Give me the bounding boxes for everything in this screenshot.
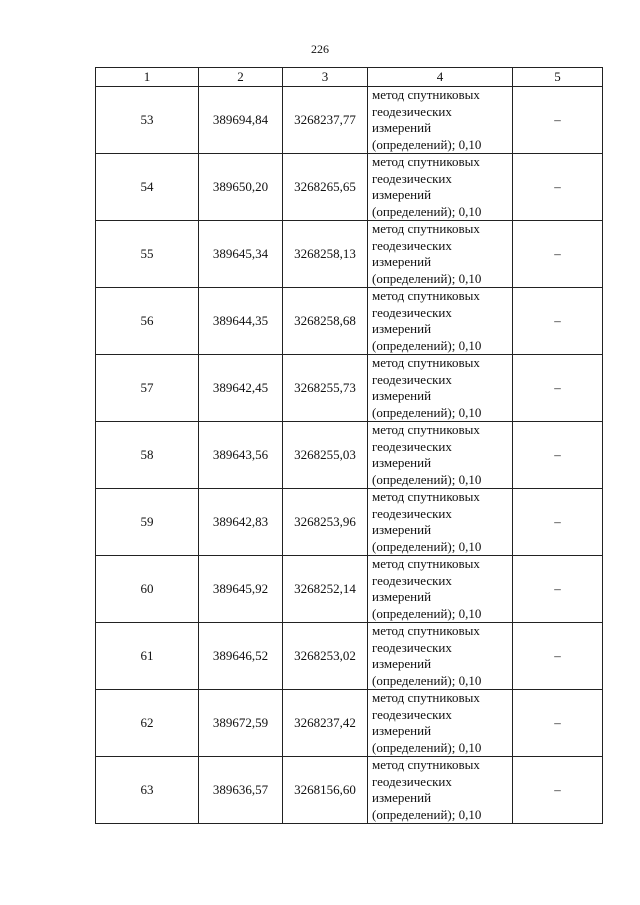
y-coordinate-cell: 3268265,65: [283, 154, 368, 221]
method-line: измерений: [372, 723, 432, 738]
y-coordinate-cell: 3268253,02: [283, 623, 368, 690]
point-number-cell: 60: [96, 556, 199, 623]
point-number-cell: 62: [96, 690, 199, 757]
method-line: (определений); 0,10: [372, 471, 482, 487]
method-line: метод спутниковых: [372, 623, 480, 638]
table-row: [96, 154, 603, 221]
column-5-cell: –: [513, 87, 603, 154]
column-header-3: 3: [283, 68, 368, 87]
method-cell: [368, 623, 513, 690]
column-5-cell: –: [513, 355, 603, 422]
column-5-cell: –: [513, 623, 603, 690]
method-line: (определений); 0,10: [372, 337, 482, 353]
point-number-cell: 59: [96, 489, 199, 556]
method-cell: [368, 556, 513, 623]
point-number-cell: 54: [96, 154, 199, 221]
x-coordinate-cell: 389642,83: [199, 489, 283, 556]
method-line: измерений: [372, 254, 432, 269]
column-5-cell: –: [513, 690, 603, 757]
x-coordinate-cell: 389645,34: [199, 221, 283, 288]
method-line: метод спутниковых: [372, 556, 480, 571]
method-cell: [368, 221, 513, 288]
point-number-cell: 56: [96, 288, 199, 355]
method-cell: [368, 690, 513, 757]
x-coordinate-cell: 389643,56: [199, 422, 283, 489]
y-coordinate-cell: 3268237,42: [283, 690, 368, 757]
method-line: (определений); 0,10: [372, 538, 482, 554]
method-line: метод спутниковых: [372, 288, 480, 303]
method-line: метод спутниковых: [372, 87, 480, 102]
method-line: метод спутниковых: [372, 154, 480, 169]
point-number-cell: 53: [96, 87, 199, 154]
point-number-cell: 63: [96, 757, 199, 824]
column-header-5: 5: [513, 68, 603, 87]
column-header-2: 2: [199, 68, 283, 87]
method-line: метод спутниковых: [372, 757, 480, 772]
x-coordinate-cell: 389650,20: [199, 154, 283, 221]
x-coordinate-cell: 389672,59: [199, 690, 283, 757]
point-number-cell: 61: [96, 623, 199, 690]
method-line: измерений: [372, 589, 432, 604]
method-line: измерений: [372, 120, 432, 135]
method-line: геодезических: [372, 572, 452, 588]
method-line: геодезических: [372, 304, 452, 320]
method-line: (определений); 0,10: [372, 203, 482, 219]
column-5-cell: –: [513, 489, 603, 556]
method-line: измерений: [372, 790, 432, 805]
method-line: геодезических: [372, 639, 452, 655]
table-row: [96, 87, 603, 154]
column-5-cell: –: [513, 757, 603, 824]
x-coordinate-cell: 389644,35: [199, 288, 283, 355]
point-number-cell: 55: [96, 221, 199, 288]
method-line: измерений: [372, 656, 432, 671]
column-5-cell: –: [513, 422, 603, 489]
method-line: метод спутниковых: [372, 690, 480, 705]
method-cell: [368, 87, 513, 154]
table-body: [96, 87, 603, 824]
x-coordinate-cell: 389642,45: [199, 355, 283, 422]
method-line: метод спутниковых: [372, 355, 480, 370]
method-line: (определений); 0,10: [372, 136, 482, 152]
x-coordinate-cell: 389694,84: [199, 87, 283, 154]
table-row: [96, 623, 603, 690]
column-header-1: 1: [96, 68, 199, 87]
column-5-cell: –: [513, 556, 603, 623]
method-line: геодезических: [372, 505, 452, 521]
y-coordinate-cell: 3268252,14: [283, 556, 368, 623]
method-line: измерений: [372, 321, 432, 336]
table-row: [96, 489, 603, 556]
method-cell: [368, 422, 513, 489]
x-coordinate-cell: 389636,57: [199, 757, 283, 824]
x-coordinate-cell: 389645,92: [199, 556, 283, 623]
method-line: геодезических: [372, 438, 452, 454]
method-line: геодезических: [372, 773, 452, 789]
method-cell: [368, 489, 513, 556]
method-line: измерений: [372, 388, 432, 403]
page-number: 226: [311, 42, 329, 56]
method-line: геодезических: [372, 371, 452, 387]
table-row: [96, 690, 603, 757]
column-header-4: 4: [368, 68, 513, 87]
method-line: геодезических: [372, 706, 452, 722]
table-row: [96, 221, 603, 288]
method-line: (определений); 0,10: [372, 672, 482, 688]
method-cell: [368, 757, 513, 824]
y-coordinate-cell: 3268156,60: [283, 757, 368, 824]
column-5-cell: –: [513, 221, 603, 288]
y-coordinate-cell: 3268258,68: [283, 288, 368, 355]
point-number-cell: 57: [96, 355, 199, 422]
method-line: (определений); 0,10: [372, 270, 482, 286]
method-cell: [368, 288, 513, 355]
method-line: геодезических: [372, 103, 452, 119]
y-coordinate-cell: 3268253,96: [283, 489, 368, 556]
method-cell: [368, 355, 513, 422]
method-cell: [368, 154, 513, 221]
table-row: [96, 422, 603, 489]
table-header-row: [96, 68, 603, 87]
method-line: метод спутниковых: [372, 489, 480, 504]
table-row: [96, 556, 603, 623]
method-line: метод спутниковых: [372, 422, 480, 437]
method-line: (определений); 0,10: [372, 806, 482, 822]
method-line: измерений: [372, 187, 432, 202]
table-row: [96, 757, 603, 824]
y-coordinate-cell: 3268255,03: [283, 422, 368, 489]
method-line: геодезических: [372, 170, 452, 186]
y-coordinate-cell: 3268237,77: [283, 87, 368, 154]
method-line: измерений: [372, 522, 432, 537]
table-row: [96, 288, 603, 355]
method-line: метод спутниковых: [372, 221, 480, 236]
point-number-cell: 58: [96, 422, 199, 489]
coordinates-table: [95, 67, 603, 824]
y-coordinate-cell: 3268258,13: [283, 221, 368, 288]
method-line: измерений: [372, 455, 432, 470]
method-line: (определений); 0,10: [372, 404, 482, 420]
table-row: [96, 355, 603, 422]
method-line: геодезических: [372, 237, 452, 253]
y-coordinate-cell: 3268255,73: [283, 355, 368, 422]
column-5-cell: –: [513, 154, 603, 221]
method-line: (определений); 0,10: [372, 739, 482, 755]
column-5-cell: –: [513, 288, 603, 355]
x-coordinate-cell: 389646,52: [199, 623, 283, 690]
method-line: (определений); 0,10: [372, 605, 482, 621]
